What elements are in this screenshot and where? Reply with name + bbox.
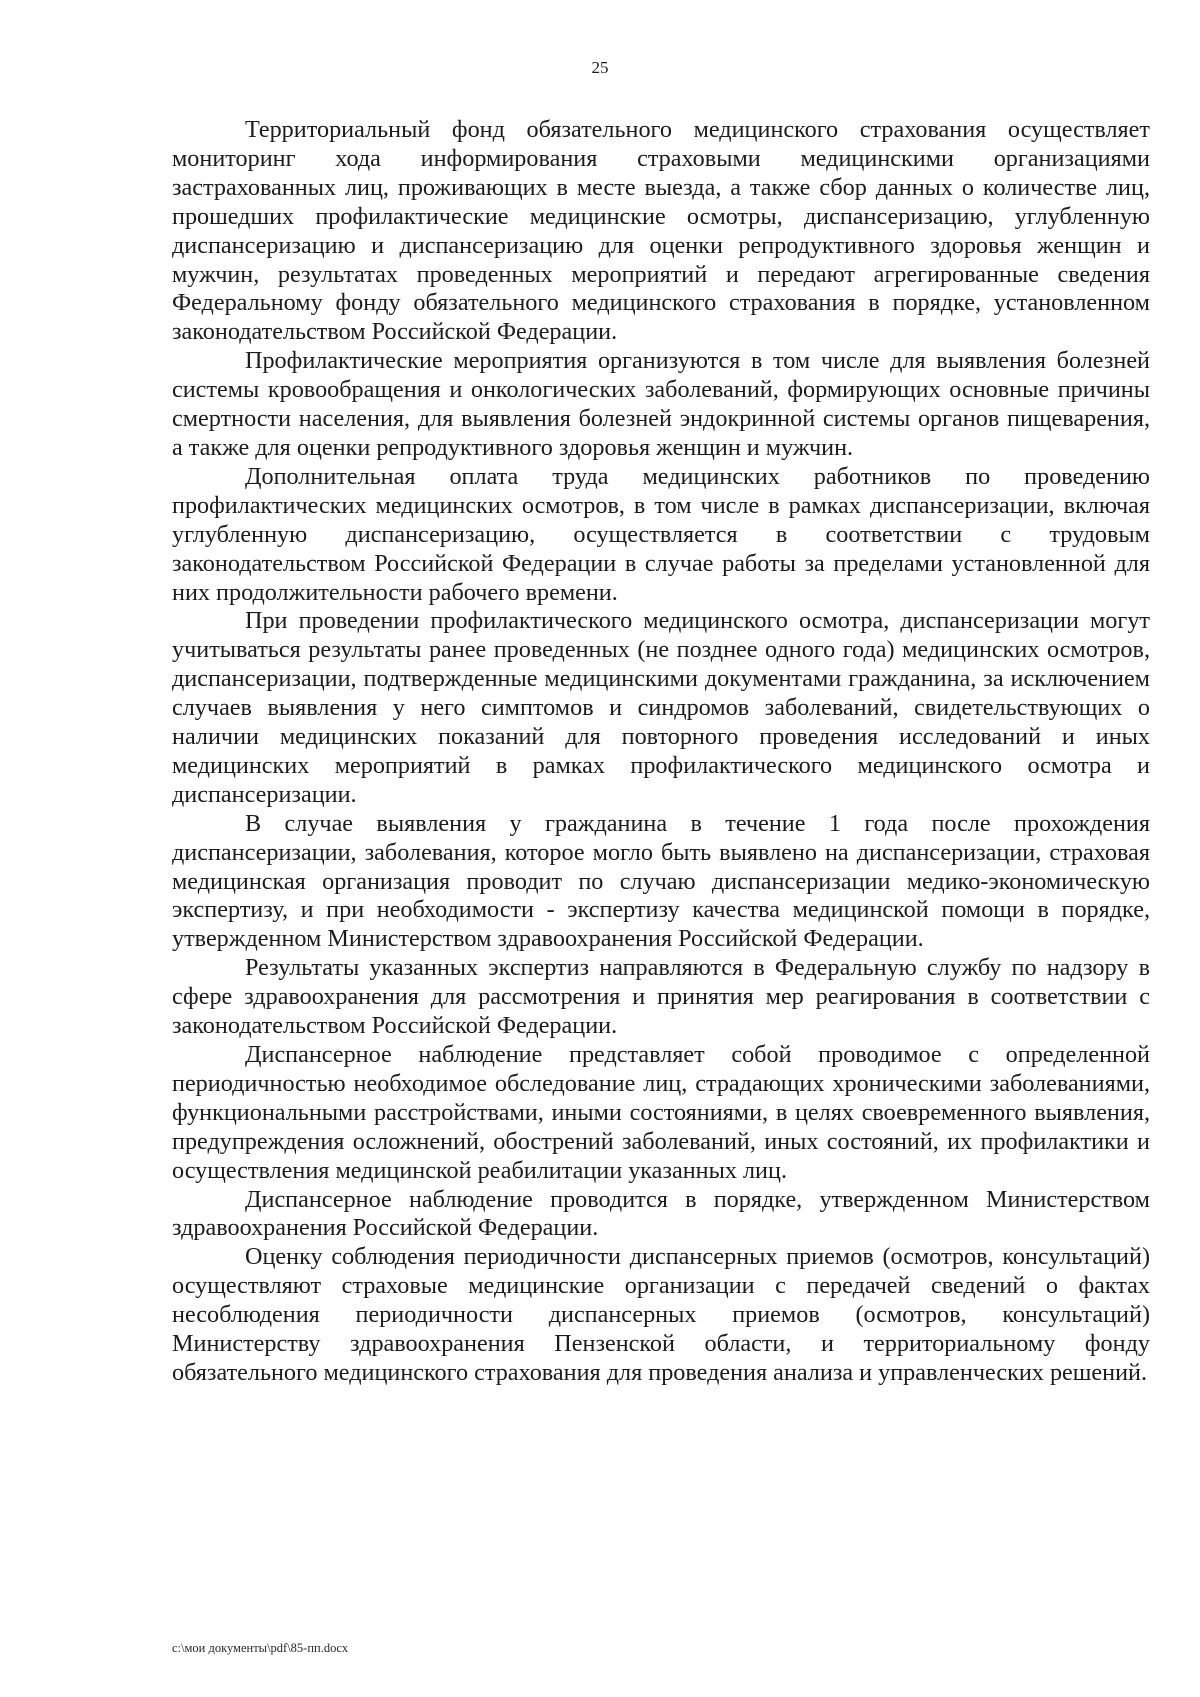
document-body <box>172 116 1150 1388</box>
paragraph-dispensary-procedure: Диспансерное наблюдение проводится в порядке, утвержденном Министерством здравоохранения Российской Федерации. <box>172 1185 1150 1242</box>
paragraph-previous-results: При проведении профилактического медицинского осмотра, диспансеризации могут учитываться результаты ранее проведенных (не позднее одного года) медицинских осмотров, диспансеризации, подтвержденные медицинскими документами гражданина, за исключением случаев выявления у него симптомов и синдромов заболеваний, свидетельствующих о наличии медицинских показаний для повторного проведения исследований и иных медицинских мероприятий в рамках профилактического медицинского осмотра и диспансеризации. <box>172 607 1150 808</box>
paragraph-dispensary-definition: Диспансерное наблюдение представляет собой проводимое с определенной периодичностью необходимое обследование лиц, страдающих хроническими заболеваниями, функциональными расстройствами, иными состояниями, в целях своевременного выявления, предупреждения осложнений, обострений заболеваний, иных состояний, их профилактики и осуществления медицинской реабилитации указанных лиц. <box>172 1041 1150 1184</box>
paragraph-disease-detection: В случае выявления у гражданина в течение 1 года после прохождения диспансеризации, заболевания, которое могло быть выявлено на диспансеризации, страховая медицинская организация проводит по случаю диспансеризации медико-экономическую экспертизу, и при необходимости - экспертизу качества медицинской помощи в порядке, утвержденном Министерством здравоохранения Российской Федерации. <box>172 809 1150 953</box>
page-number: 25 <box>591 58 609 77</box>
paragraph-periodicity-assessment: Оценку соблюдения периодичности диспансерных приемов (осмотров, консультаций) осуществляют страховые медицинские организации с передачей сведений о фактах несоблюдения периодичности диспансерных приемов (осмотров, консультаций) Министерству здравоохранения Пензенской области, и территориальному фонду обязательного медицинского страхования для проведения анализа и управленческих решений. <box>172 1243 1150 1386</box>
footer-file-path: c:\мои документы\pdf\85-пп.docx <box>172 1641 349 1655</box>
paragraph-monitoring: Территориальный фонд обязательного медицинского страхования осуществляет мониторинг хода информирования страховыми медицинскими организациями застрахованных лиц, проживающих в месте выезда, а также сбор данных о количестве лиц, прошедших профилактические медицинские осмотры, диспансеризацию, углубленную диспансеризацию и диспансеризацию для оценки репродуктивного здоровья женщин и мужчин, результатах проведенных мероприятий и передают агрегированные сведения Федеральному фонду обязательного медицинского страхования в порядке, установленном законодательством Российской Федерации. <box>172 116 1150 346</box>
paragraph-preventive-measures: Профилактические мероприятия организуются в том числе для выявления болезней системы кровообращения и онкологических заболеваний, формирующих основные причины смертности населения, для выявления болезней эндокринной системы органов пищеварения, а также для оценки репродуктивного здоровья женщин и мужчин. <box>172 347 1150 461</box>
paragraph-expertise-results: Результаты указанных экспертиз направляются в Федеральную службу по надзору в сфере здравоохранения для рассмотрения и принятия мер реагирования в соответствии с законодательством Российской Федерации. <box>172 954 1150 1040</box>
paragraph-additional-payment: Дополнительная оплата труда медицинских работников по проведению профилактических медицинских осмотров, в том числе в рамках диспансеризации, включая углубленную диспансеризацию, осуществляется в соответствии с трудовым законодательством Российской Федерации в случае работы за пределами установленной для них продолжительности рабочего времени. <box>172 462 1150 606</box>
